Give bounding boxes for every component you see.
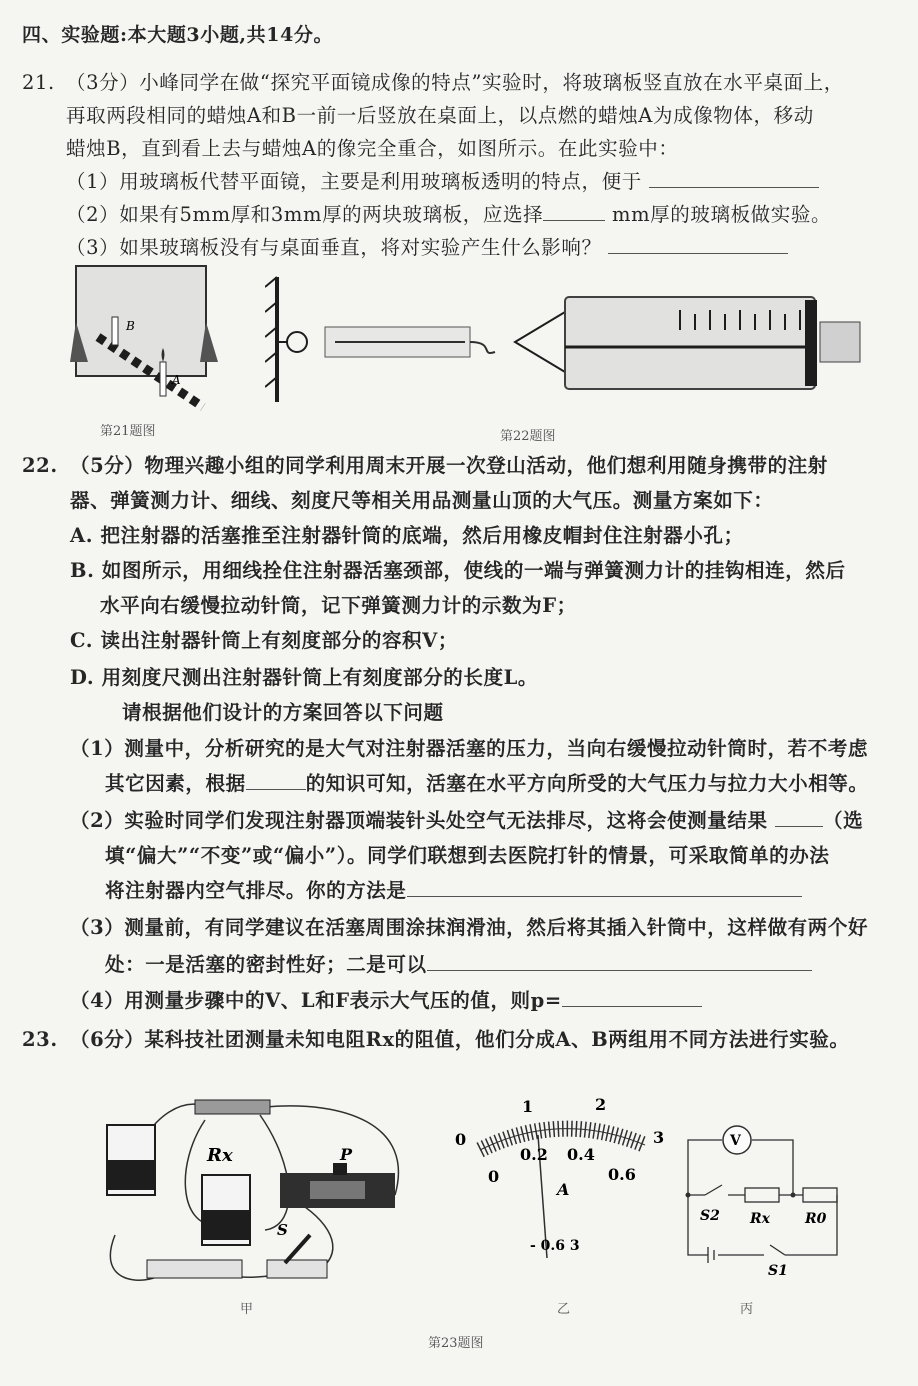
q22-step-a: A. 把注射器的活塞推至注射器针筒的底端，然后用橡皮帽封住注射器小孔； [70,524,744,547]
q22-sub2-tail: （选 [822,809,864,832]
figure-23-jia-circuit [85,1085,415,1290]
q22-number: 22. [22,454,58,477]
q22-sub2-method [105,878,802,904]
candle-b-label: B [126,319,135,333]
q22-step-c: C. 读出注射器针筒上有刻度部分的容积V； [70,629,458,652]
r0-label: R0 [805,1211,827,1227]
q22-sub2-cont: 填“偏大”“不变”或“偏小”）。同学们联想到去医院打针的情景，可采取简单的办法 [105,844,830,867]
top-tick: 1 [522,1097,534,1116]
bottom-tick: 0.2 [520,1145,548,1164]
candle-a-label: A [172,373,181,387]
q21-line: 蜡烛B，直到看上去与蜡烛A的像完全重合，如图所示。在此实验中： [66,137,679,160]
q22-sub3: （3）测量前，有同学建议在活塞周围涂抹润滑油，然后将其插入针筒中，这样做有两个好 [70,916,869,939]
q21-sub3-text: （3）如果玻璃板没有与桌面垂直，将对实验产生什么影响？ [66,236,602,259]
q22-sub2-text: （2）实验时同学们发现注射器顶端装针头处空气无法排尽，这将会使测量结果 [70,809,768,832]
fig-jia-label: 甲 [240,1302,254,1317]
figure-22-caption: 第22题图 [500,429,556,444]
q22-line: 器、弹簧测力计、细线、刻度尺等相关用品测量山顶的大气压。测量方案如下： [70,489,774,512]
figure-21-caption: 第21题图 [100,424,156,439]
q22-sub4-text: （4）用测量步骤中的V、L和F表示大气压的值，则p= [70,989,562,1012]
q22-step-d: D. 用刻度尺测出注射器针筒上有刻度部分的长度L。 [70,666,539,689]
q22-sub4 [70,988,702,1014]
q22-sub3-cont [105,952,812,978]
q21-sub2-tail: mm厚的玻璃板做实验。 [612,203,832,226]
q21-line: （3分）小峰同学在做“探究平面镜成像的特点”实验时，将玻璃板竖直放在水平桌面上， [66,71,844,94]
section-heading: 四、实验题:本大题3小题,共14分。 [22,24,334,46]
q22-sub2 [70,808,863,834]
q22-sub2-method-text: 将注射器内空气排尽。你的方法是 [105,879,407,902]
figure-21-mirror-candles [68,262,228,412]
q21-sub1-text: （1）用玻璃板代替平面镜，主要是利用玻璃板透明的特点，便于 [66,170,642,193]
q21-sub3 [66,235,788,261]
s2-label: S2 [700,1208,720,1224]
q22-sub1-cont [105,771,869,797]
q22-step-b: B. 如图所示，用细线拴住注射器活塞颈部，使线的一端与弹簧测力计的挂钩相连，然后 [70,559,846,582]
answer-blank[interactable] [246,771,306,790]
q21-sub2 [66,202,831,228]
answer-blank[interactable] [543,202,605,221]
q22-sub1-text: 其它因素，根据 [105,772,246,795]
bottom-tick: 0 [488,1167,500,1186]
bottom-tick: 0.4 [567,1145,595,1164]
q22-step-b-cont: 水平向右缓慢拉动针筒，记下弹簧测力计的示数为F； [100,594,577,617]
rx-label: Rx [207,1145,233,1166]
answer-blank[interactable] [407,878,802,897]
answer-blank[interactable] [608,235,788,254]
q22-sub1: （1）测量中，分析研究的是大气对注射器活塞的压力，当向右缓慢拉动针筒时，若不考虑 [70,737,869,760]
answer-blank[interactable] [775,808,823,827]
figure-23-yi-ammeter [450,1090,670,1270]
bottom-tick: 0.6 [608,1165,636,1184]
q21-sub2-text: （2）如果有5mm厚和3mm厚的两块玻璃板，应选择 [66,203,544,226]
figure-23-caption: 第23题图 [428,1336,484,1351]
q23-number: 23. [22,1028,58,1051]
q21-line: 再取两段相同的蜡烛A和B一前一后竖放在桌面上，以点燃的蜡烛A为成像物体，移动 [66,104,814,127]
fig-yi-label: 乙 [557,1302,571,1317]
top-tick: 3 [653,1128,665,1147]
fig-bing-label: 丙 [740,1302,754,1317]
q21-number: 21. [22,71,55,94]
q22-instruction: 请根据他们设计的方案回答以下问题 [122,701,444,724]
q22-sub1-tail: 的知识可知，活塞在水平方向所受的大气压力与拉力大小相等。 [305,772,869,795]
figure-23-bing-circuit-diagram [680,1115,840,1275]
rx-label: Rx [750,1211,770,1227]
top-tick: 0 [455,1130,467,1149]
q21-sub1 [66,169,819,195]
answer-blank[interactable] [427,952,812,971]
q22-sub3-text: 处：一是活塞的密封性好；二是可以 [105,953,427,976]
figure-22-syringe-apparatus [265,272,875,412]
s1-label: S1 [768,1263,788,1275]
terminal-labels: - 0.6 3 [530,1238,580,1254]
unit-label: A [557,1180,570,1199]
p-label: P [340,1145,353,1164]
s-label: S [277,1221,288,1239]
answer-blank[interactable] [649,169,819,188]
voltmeter-label: V [730,1133,741,1149]
top-tick: 2 [595,1095,607,1114]
q23-line: （6分）某科技社团测量未知电阻Rx的阻值，他们分成A、B两组用不同方法进行实验。 [70,1028,850,1051]
q22-line: （5分）物理兴趣小组的同学利用周末开展一次登山活动，他们想利用随身携带的注射 [70,454,828,477]
answer-blank[interactable] [562,988,702,1007]
